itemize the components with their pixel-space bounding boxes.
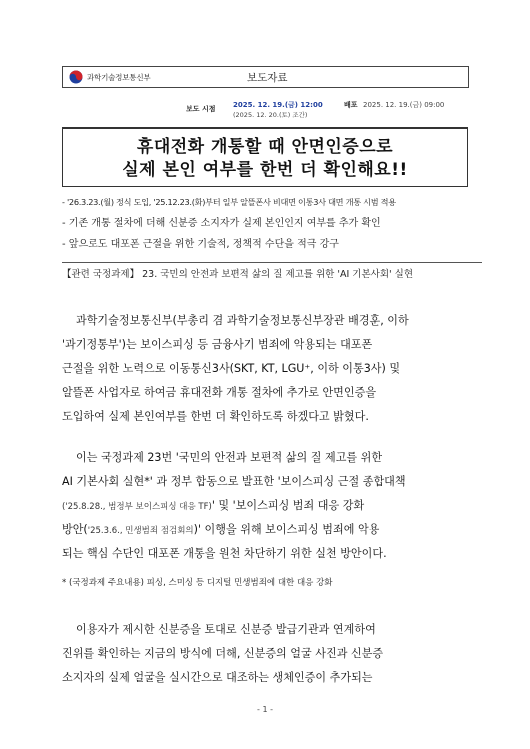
paragraph-line bbox=[62, 518, 477, 542]
paragraph-aside: ('25.8.28., 범정부 보이스피싱 대응 TF) bbox=[62, 502, 212, 512]
title-box bbox=[62, 127, 468, 187]
ministry-name: 과학기술정보통신부 bbox=[87, 72, 151, 82]
release-time-secondary: (2025. 12. 20.(토) 조간) bbox=[233, 111, 308, 119]
page-number: - 1 - bbox=[257, 705, 273, 714]
paragraph-line: 이는 국정과제 23번 '국민의 안전과 보편적 삶의 질 제고를 위한 bbox=[76, 451, 383, 464]
paragraph-line: 과학기술정보통신부(부총리 겸 과학기술정보통신부장관 배경훈, 이하 bbox=[76, 314, 409, 327]
summary-item: - 앞으로도 대포폰 근절을 위한 기술적, 정책적 수단을 적극 강구 bbox=[62, 239, 339, 250]
summary-list bbox=[62, 192, 482, 255]
paragraph-2 bbox=[62, 446, 477, 566]
related-national-task: 【관련 국정과제】 23. 국민의 안전과 보편적 삶의 질 제고를 위한 'AI 기본사회' 실현 bbox=[62, 262, 482, 286]
paragraph-segment: )' 이행을 위해 보이스피싱 범죄에 악용 bbox=[193, 523, 380, 536]
title-line-1: 휴대전화 개통할 때 안면인증으로 bbox=[136, 137, 394, 157]
paragraph-aside: '25.3.6., 민생범죄 점검회의 bbox=[87, 526, 194, 536]
paragraph-line: 도입하여 실제 본인여부를 한번 더 확인하도록 하겠다고 밝혔다. bbox=[62, 410, 369, 423]
paragraph-line: 이용자가 제시한 신분증을 토대로 신분증 발급기관과 연계하여 bbox=[76, 623, 376, 636]
document-type: 보도자료 bbox=[247, 71, 288, 84]
release-info bbox=[186, 100, 486, 122]
paragraph-line: '과기정통부')는 보이스피싱 등 금융사기 범죄에 악용되는 대포폰 bbox=[62, 338, 373, 351]
paragraph-line: 근절을 위한 노력으로 이동통신3사(SKT, KT, LGU⁺, 이하 이통3사) 및 bbox=[62, 362, 401, 375]
paragraph-segment: 방안( bbox=[62, 523, 88, 536]
title-line-2: 실제 본인 여부를 한번 더 확인해요!! bbox=[122, 160, 408, 180]
paragraph-line: 진위를 확인하는 지금의 방식에 더해, 신분증의 얼굴 사진과 신분증 bbox=[62, 647, 384, 660]
paragraph-line bbox=[62, 494, 477, 518]
ministry-emblem-icon bbox=[69, 70, 83, 84]
paragraph-3 bbox=[62, 618, 477, 690]
distribution-time: 2025. 12. 19.(금) 09:00 bbox=[363, 101, 445, 109]
release-time-primary: 2025. 12. 19.(금) 12:00 bbox=[233, 101, 323, 109]
paragraph-line: 소지자의 실제 얼굴을 실시간으로 대조하는 생체인증이 추가되는 bbox=[62, 671, 373, 684]
summary-item: - '26.3.23.(월) 정식 도입, '25.12.23.(화)부터 일부 알뜰폰사 비대면 이통3사 대면 개통 시범 적용 bbox=[62, 197, 396, 207]
summary-item: - 기존 개통 절차에 더해 신분증 소지자가 실제 본인인지 여부를 추가 확인 bbox=[62, 218, 381, 229]
ministry-logo bbox=[63, 70, 203, 84]
distribution-label: 배포 bbox=[344, 101, 358, 109]
paragraph-line: AI 기본사회 실현*' 과 정부 합동으로 발표한 '보이스피싱 근절 종합대책 bbox=[62, 475, 406, 488]
paragraph-segment: ' 및 '보이스피싱 범죄 대응 강화 bbox=[211, 499, 365, 512]
footnote: * (국정과제 주요내용) 피싱, 스미싱 등 디지털 민생범죄에 대한 대응 강화 bbox=[62, 578, 333, 588]
paragraph-line: 알뜰폰 사업자로 하여금 휴대전화 개통 절차에 추가로 안면인증을 bbox=[62, 386, 377, 399]
paragraph-line: 되는 핵심 수단인 대포폰 개통을 원천 차단하기 위한 실천 방안이다. bbox=[62, 547, 387, 560]
paragraph-1 bbox=[62, 309, 477, 429]
header-box bbox=[62, 66, 469, 88]
release-time-label: 보도 시점 bbox=[186, 105, 216, 113]
